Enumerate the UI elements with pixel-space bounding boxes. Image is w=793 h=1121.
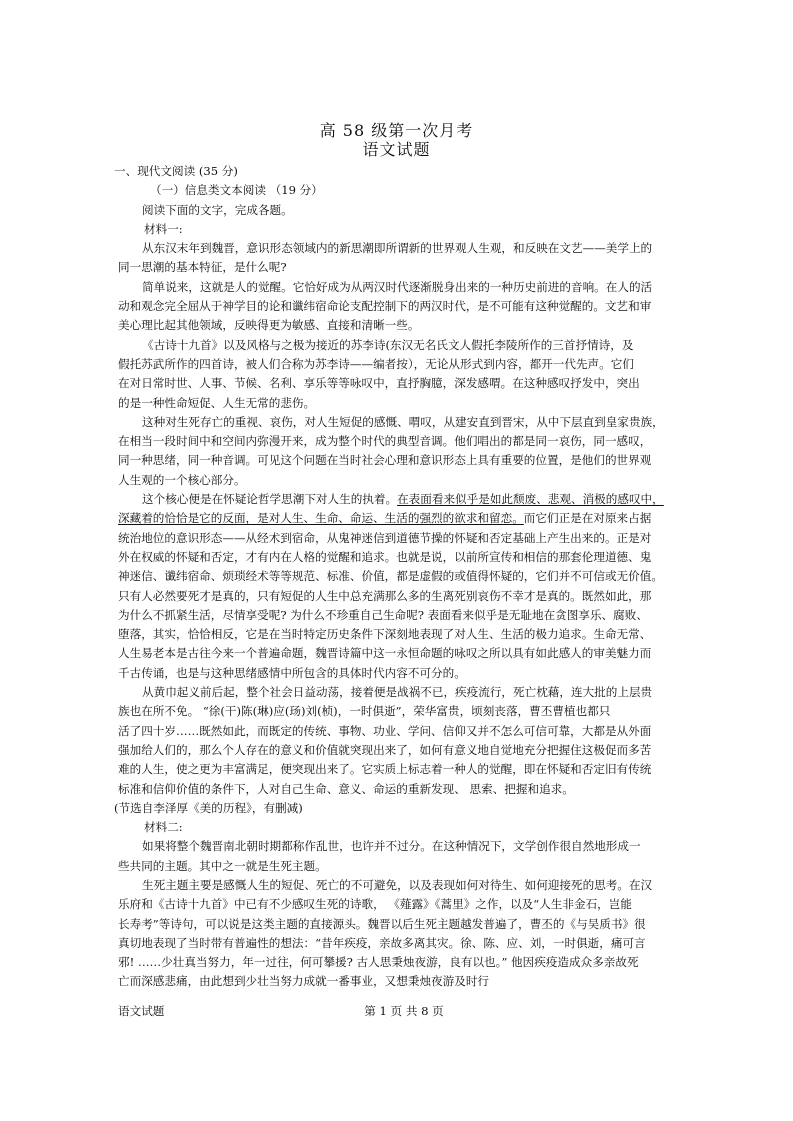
paragraph-line: 人生易老本是古往今来一个普遍命题，魏晋诗篇中这一永恒命题的咏叹之所以具有如此感人的审美魅力而	[118, 646, 652, 661]
underlined-passage: 在表面看来似乎是如此颓废、悲观、消极的感叹中，	[397, 492, 664, 507]
paragraph-line: 族也在所不免。 “徐(干)陈(琳)应(玚)刘(桢)，一时俱逝”，荣华富贵，顷刻丧落，曹丕曹植也都只	[118, 704, 611, 719]
paragraph-line: 从黄巾起义前后起，整个社会日益动荡，接着便是战祸不已，疾疫流行，死亡枕藉，连大批的上层贵	[142, 685, 653, 700]
paragraph-line: 同一思潮的基本特征，是什么呢?	[118, 260, 287, 275]
paragraph-line: 动和观念完全屈从于神学目的论和谶纬宿命论支配控制下的两汉时代，是不可能有这种觉醒的。文艺和审	[118, 299, 652, 314]
paragraph-line: 《古诗十九首》以及风格与之极为接近的苏李诗(东汉无名氏文人假托李陵所作的三首抒情诗，及	[142, 337, 634, 352]
paragraph-line: 从东汉末年到魏晋，意识形态领域内的新思潮即所谓新的世界观人生观，和反映在文艺——美学上的	[142, 241, 653, 256]
paragraph-text: 而它们正是在对原来占据	[523, 511, 652, 526]
paragraph-line: 邪! ……少壮真当努力，年一过往，何可攀援? 古人思秉烛夜游，良有以也。” 他因疾疫造成众多亲故死	[118, 955, 639, 970]
paragraph-line: 活了四十岁……既然如此，而既定的传统、事物、功业、学问、信仰又并不怎么可信可靠，大都是从外面	[118, 723, 652, 738]
section-heading: 一、现代文阅读 (35 分)	[114, 164, 238, 178]
reading-instruction: 阅读下面的文字，完成各题。	[142, 202, 293, 217]
exam-body	[114, 162, 690, 992]
paragraph-line: 的是一种性命短促、人生无常的悲伤。	[118, 395, 316, 410]
material-one-label: 材料一:	[144, 221, 183, 236]
paragraph-line	[118, 490, 690, 509]
paragraph-line: 乐府和《古诗十九首》中已有不少感叹生死的诗歌， 《薤露》《蒿里》之作，以及“人生非金石，岂能	[118, 897, 632, 912]
paragraph-line: 这种对生死存亡的重视、哀伤，对人生短促的感慨、喟叹，从建安直到晋宋，从中下层直到皇家贵族，	[142, 414, 664, 429]
underlined-passage: 深藏着的恰恰是它的反面，是对人生、生命、命运、生活的强烈的欲求和留恋。	[118, 511, 524, 526]
exam-subtitle: 语文试题	[362, 140, 431, 159]
paragraph-line: 神迷信、谶纬宿命、烦琐经术等等规范、标准、价值，都是虚假的或值得怀疑的，它们并不可信或无价值。	[118, 569, 663, 584]
paragraph-line: 为什么不抓紧生活，尽情享受呢? 为什么不珍重自己生命呢? 表面看来似乎是无耻地在贪图享乐、腐败、	[118, 607, 648, 622]
paragraph-line: 堕落，其实，恰恰相反，它是在当时特定历史条件下深刻地表现了对人生、生活的极力追求。生命无常、	[118, 627, 652, 642]
paragraph-line: 同一种思绪，同一种音调。可见这个问题在当时社会心理和意识形态上具有重要的位置，是他们的世界观	[118, 453, 652, 468]
source-citation: (节选自李泽厚《美的历程》，有删减)	[114, 800, 303, 815]
paragraph-line: 些共同的主题。其中之一就是生死主题。	[118, 858, 327, 873]
paragraph-line: 人生观的一个核心部分。	[118, 472, 246, 487]
exam-title: 高 58 级第一次月考	[319, 121, 474, 140]
page-number: 第 1 页 共 8 页	[364, 1004, 444, 1018]
footer-subject: 语文试题	[118, 1004, 165, 1018]
paragraph-line: 假托苏武所作的四首诗，被人们合称为苏李诗——编者按），无论从形式到内容，都开一代先声。它们	[118, 356, 634, 371]
paragraph-line: 简单说来，这就是人的觉醒。它恰好成为从两汉时代逐渐脱身出来的一种历史前进的音响。在人的活	[142, 279, 653, 294]
paragraph-line: 标准和信仰价值的条件下，人对自己生命、意义、命运的重新发现、 思索、把握和追求。	[118, 781, 574, 796]
paragraph-line: 外在权威的怀疑和否定，才有内在人格的觉醒和追求。也就是说，以前所宣传和相信的那套伦理道德、鬼	[118, 549, 652, 564]
paragraph-line: 在对日常时世、人事、节候、名利、享乐等等咏叹中，直抒胸臆，深发感喟。在这种感叹抒发中，突出	[118, 376, 640, 391]
paragraph-line: 生死主题主要是感慨人生的短促、死亡的不可避免，以及表现如何对待生、如何迎接死的思考。在汉	[142, 877, 653, 892]
paragraph-line: 千古传诵，也是与这种思绪感情中所包含的具体时代内容不可分的。	[118, 665, 466, 680]
paragraph-line: 难的人生，使之更为丰富满足，便突现出来了。它实质上标志着一种人的觉醒，即在怀疑和否定旧有传统	[118, 762, 652, 777]
paragraph-line: 在相当一段时间中和空间内弥漫开来，成为整个时代的典型音调。他们唱出的都是同一哀伤，同一感叹，	[118, 434, 652, 449]
paragraph-line: 只有人必然要死才是真的，只有短促的人生中总充满那么多的生离死别哀伤不幸才是真的。既然如此，那	[118, 588, 652, 603]
paragraph-line: 长寿考”等诗句，可以说是这类主题的直接源头。魏晋以后生死主题越发普遍了，曹丕的《与吴质书》很	[118, 916, 646, 931]
paragraph-line: 统治地位的意识形态——从经术到宿命，从鬼神迷信到道德节操的怀疑和否定基础上产生出来的。正是对	[118, 530, 652, 545]
core-sentence: 这个核心便是在怀疑论哲学思潮下对人生的执着。	[142, 492, 398, 507]
material-two-label: 材料二:	[144, 820, 183, 835]
paragraph-line: 美心理比起其他领域，反映得更为敏感、直接和清晰一些。	[118, 318, 420, 333]
paragraph-line: 亡而深感悲痛，由此想到少壮当努力成就一番事业，又想秉烛夜游及时行	[118, 974, 490, 989]
paragraph-line: 强加给人们的，那么个人存在的意义和价值就突现出来了，如何有意义地自觉地充分把握住这极促而多苦	[118, 742, 652, 757]
paragraph-line: 真切地表现了当时带有普遍性的想法：“昔年疾疫，亲故多离其灾。徐、陈、应、刘，一时俱逝，痛可言	[118, 935, 646, 950]
paragraph-line: 如果将整个魏晋南北朝时期都称作乱世，也许并不过分。在这种情况下，文学创作很自然地形成一	[142, 839, 641, 854]
sub-section-heading: （一）信息类文本阅读 （19 分）	[150, 183, 323, 198]
paragraph-line	[118, 509, 690, 528]
